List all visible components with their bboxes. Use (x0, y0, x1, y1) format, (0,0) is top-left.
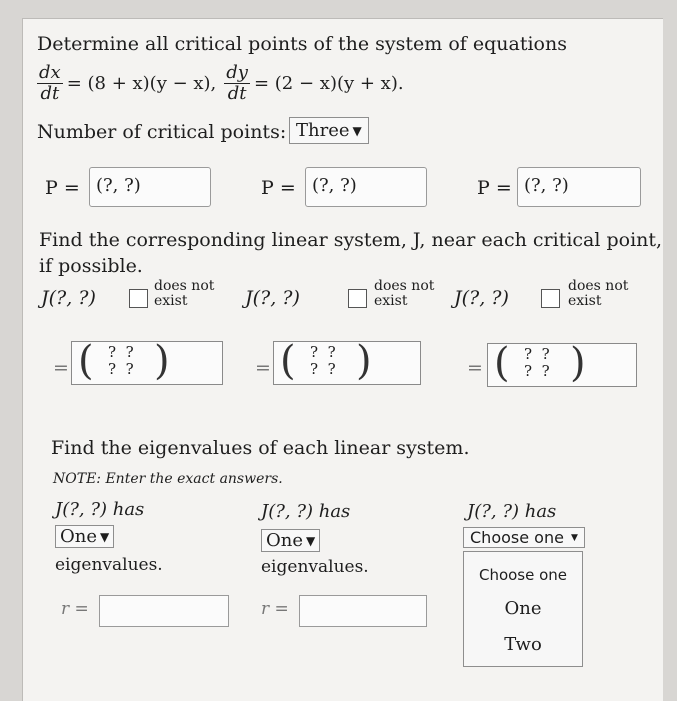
problem-intro: Determine all critical points of the system of equations (37, 33, 567, 55)
r-label-2: r = (261, 599, 289, 619)
jacobian-matrix-input-1[interactable] (71, 338, 223, 385)
count-label: Number of critical points: (37, 121, 287, 143)
equation-line (37, 63, 404, 104)
dne-label-1: does not exist (154, 278, 215, 309)
eigenvalues-label-1: eigenvalues. (55, 555, 163, 575)
jacobian-label-2: J(?, ?) (245, 287, 300, 309)
eigenvalue-input-2[interactable] (299, 595, 427, 627)
left-paren-icon: ( (494, 340, 510, 386)
eigen-has-label-2: J(?, ?) has (261, 501, 351, 522)
eigen-count-select-3[interactable]: Choose one ▼ (463, 527, 585, 548)
count-select[interactable] (289, 117, 369, 144)
point-label-3: P = (477, 177, 512, 199)
dx-dt-fraction: $\frac{dx}{dt}$ (39, 62, 61, 104)
eigenvalues-label-2: eigenvalues. (261, 557, 369, 577)
jacobian-matrix-input-2[interactable] (273, 338, 421, 385)
equation-1-rhs: = (8 + x)(y − x), (66, 73, 217, 94)
left-paren-icon: ( (280, 338, 296, 384)
caret-down-icon: ▼ (100, 529, 110, 544)
dy-dt-fraction: $\frac{dy}{dt}$ (226, 62, 248, 104)
count-select-value: Three (296, 120, 350, 141)
eigen-count-dropdown (463, 551, 583, 667)
right-paren-icon: ) (356, 338, 372, 384)
point-label-1: P = (45, 177, 80, 199)
equals-sign-1: = (53, 357, 69, 379)
point-input-1[interactable]: (?, ?) (89, 167, 211, 207)
dne-checkbox-2[interactable] (348, 289, 367, 308)
eigen-has-label-3: J(?, ?) has (467, 501, 557, 522)
eigen-instruction: Find the eigenvalues of each linear system. (51, 437, 470, 459)
left-paren-icon: ( (78, 338, 94, 384)
dne-label-2: does not exist (374, 278, 435, 309)
jacobian-matrix-input-3[interactable] (487, 340, 637, 387)
r-label-1: r = (61, 599, 89, 619)
caret-down-icon: ▼ (352, 123, 362, 138)
jacobian-label-1: J(?, ?) (41, 287, 96, 309)
eigen-count-select-1[interactable]: One ▼ (55, 525, 114, 548)
dropdown-option-one[interactable]: One (504, 598, 542, 619)
matrix-cells-2: ? ? ? ? (310, 343, 336, 378)
equals-sign-3: = (467, 357, 483, 379)
caret-down-icon: ▼ (570, 532, 578, 543)
equals-sign-2: = (255, 357, 271, 379)
matrix-cells-3: ? ? ? ? (524, 345, 550, 380)
jacobian-instruction: Find the corresponding linear system, J, near each critical point, (39, 229, 663, 251)
problem-panel (22, 18, 663, 701)
eigen-count-select-2[interactable]: One ▼ (261, 529, 320, 552)
matrix-cells-1: ? ? ? ? (108, 343, 134, 378)
dropdown-header: Choose one (478, 566, 568, 584)
point-label-2: P = (261, 177, 296, 199)
point-input-2[interactable]: (?, ?) (305, 167, 427, 207)
dne-label-3: does not exist (568, 278, 629, 309)
caret-down-icon: ▼ (306, 533, 316, 548)
right-paren-icon: ) (154, 338, 170, 384)
dropdown-option-two[interactable]: Two (504, 634, 542, 655)
equation-2-rhs: = (2 − x)(y + x). (253, 73, 404, 94)
exact-answer-note: NOTE: Enter the exact answers. (53, 471, 283, 487)
jacobian-instruction-2: if possible. (39, 255, 143, 277)
eigenvalue-input-1[interactable] (99, 595, 229, 627)
jacobian-label-3: J(?, ?) (454, 287, 509, 309)
eigen-has-label-1: J(?, ?) has (55, 499, 145, 520)
dne-checkbox-1[interactable] (129, 289, 148, 308)
right-paren-icon: ) (570, 340, 586, 386)
point-input-3[interactable]: (?, ?) (517, 167, 641, 207)
dne-checkbox-3[interactable] (541, 289, 560, 308)
